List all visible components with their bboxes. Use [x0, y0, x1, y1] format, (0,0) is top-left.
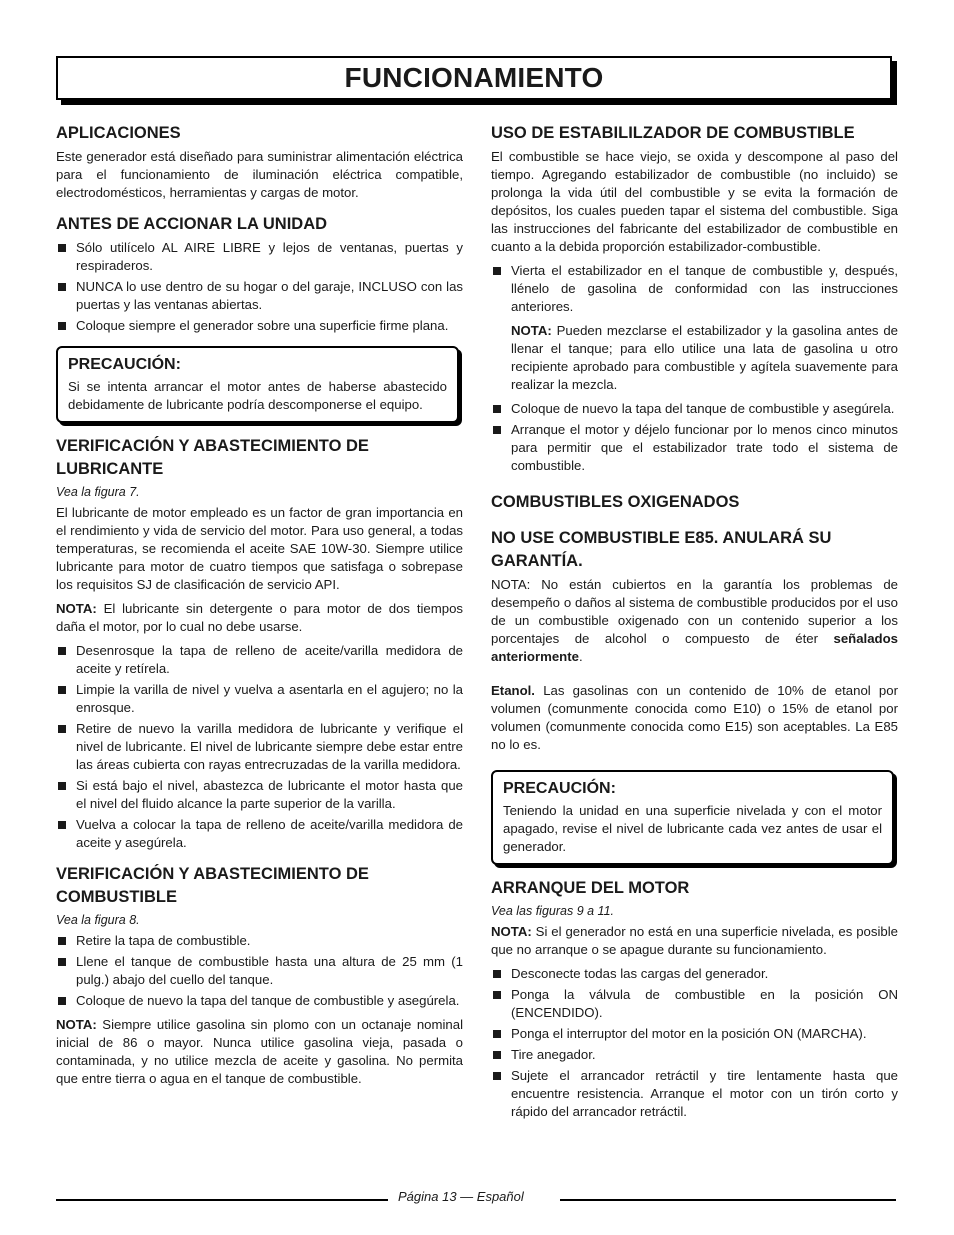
list-item: Vuelva a colocar la tapa de relleno de aceite/varilla medidora de aceite y asegúrela.	[56, 816, 463, 852]
page-footer: Página 13 — Español	[398, 1189, 524, 1204]
list-item: Desconecte todas las cargas del generador.	[491, 965, 898, 983]
list-item: Sólo utilícelo AL AIRE LIBRE y lejos de ventanas, puertas y respiraderos.	[56, 239, 463, 275]
caution-text: Si se intenta arrancar el motor antes de haberse abastecido debidamente de lubricante podría descomponerse el equipo.	[68, 379, 447, 412]
footer-rule-right	[560, 1199, 896, 1201]
estabilizador-text: El combustible se hace viejo, se oxida y descompone al paso del tiempo. Agregando estabilizador de combustible (no incluido) se prolonga la vida útil del combustible y se evita la formación de depósitos, los cuales pueden tapar el sistema del combustible. Siga las instrucciones del fabricante del estabilizador de combustible en cuanto a la debida proporción estabilizador-combustible.	[491, 149, 898, 254]
right-column	[491, 122, 898, 1127]
list-item: Si está bajo el nivel, abastezca de lubricante el motor hasta que el nivel del fluido alcance la parte superior de la varilla.	[56, 777, 463, 813]
footer-rule-left	[56, 1199, 388, 1201]
heading-aplicaciones: APLICACIONES	[56, 124, 181, 142]
caution-heading: PRECAUCIÓN:	[68, 356, 181, 373]
note-text: Siempre utilice gasolina sin plomo con un octanaje nominal inicial de 86 o mayor. Nunca utilice gasolina vieja, pasada o contaminada, y no utilice mezcla de aceite y gasolina. No permita que entre tierra o agua en el tanque de combustible.	[56, 1017, 463, 1086]
heading-estabilizador: USO DE ESTABILILZADOR DE COMBUSTIBLE	[491, 124, 855, 142]
oxigenados-note: NOTA: No están cubiertos en la garantía los problemas de desempeño o daños al sistema de combustible producidos por el uso de un combustible oxigenado con un contenido superior a los porcentajes de alcohol o compuesto de éter señalados anteriormente.	[491, 577, 898, 664]
list-item: Arranque el motor y déjelo funcionar por lo menos cinco minutos para permitir que el estabilizador trate todo el sistema de combustible.	[491, 421, 898, 475]
page-title: FUNCIONAMIENTO	[344, 62, 604, 93]
heading-arranque: ARRANQUE DEL MOTOR	[491, 879, 690, 897]
page-title-banner	[56, 56, 892, 100]
lubricante-note	[56, 600, 463, 636]
list-item: Retire la tapa de combustible.	[56, 932, 463, 950]
heading-oxigenados: COMBUSTIBLES OXIGENADOS	[491, 493, 740, 511]
left-column	[56, 122, 463, 1094]
estabilizador-list	[491, 262, 898, 316]
heading-lubricante: VERIFICACIÓN Y ABASTECIMIENTO DE LUBRICANTE	[56, 437, 369, 478]
combustible-note	[56, 1016, 463, 1088]
estabilizador-note	[511, 322, 898, 394]
heading-combustible: VERIFICACIÓN Y ABASTECIMIENTO DE COMBUSTIBLE	[56, 865, 369, 906]
note-label: NOTA:	[56, 601, 97, 616]
note-label: NOTA:	[56, 1017, 97, 1032]
list-item: Ponga el interruptor del motor en la posición ON (MARCHA).	[491, 1025, 898, 1043]
arranque-note	[491, 923, 898, 959]
caution-box-lubricante	[56, 346, 459, 423]
list-item: Sujete el arrancador retráctil y tire lentamente hasta que encuentre resistencia. Arranque el motor con un tirón corto y rápido del arrancador retráctil.	[491, 1067, 898, 1121]
etanol-text: Etanol. Las gasolinas con un contenido de 10% de etanol por volumen (comunmente conocida como E10) o 15% de etanol por volumen (comunmente conocida como E15) son aceptables. La E85 no lo es.	[491, 683, 898, 752]
caution-text: Teniendo la unidad en una superficie nivelada y con el motor apagado, revise el nivel de lubricante cada vez antes de usar el generador.	[503, 803, 882, 854]
lubricante-list	[56, 642, 463, 852]
etanol-label: Etanol.	[491, 683, 535, 698]
list-item: Coloque siempre el generador sobre una superficie firme plana.	[56, 317, 463, 335]
caution-box-nivel	[491, 770, 894, 865]
list-item: Llene el tanque de combustible hasta una altura de 25 mm (1 pulg.) abajo del cuello del tanque.	[56, 953, 463, 989]
e85-warning: NO USE COMBUSTIBLE E85. ANULARÁ SU GARANTÍA.	[491, 529, 832, 570]
figure-reference: Vea la figura 8.	[56, 913, 140, 927]
estabilizador-list-2	[491, 400, 898, 475]
note-text: Si el generador no está en una superficie nivelada, es posible que no arranque o se apague durante su funcionamiento.	[491, 924, 898, 957]
combustible-list	[56, 932, 463, 1010]
list-item: Ponga la válvula de combustible en la posición ON (ENCENDIDO).	[491, 986, 898, 1022]
list-item: Tire anegador.	[491, 1046, 898, 1064]
note-text: Pueden mezclarse el estabilizador y la gasolina antes de llenar el tanque; para ello utilice una lata de gasolina u otro recipiente aprobado para combustible y agítela suavemente para realizar la mezcla.	[511, 323, 898, 392]
note-text: El lubricante sin detergente o para motor de dos tiempos daña el motor, por lo cual no debe usarse.	[56, 601, 463, 634]
list-item: Coloque de nuevo la tapa del tanque de combustible y asegúrela.	[491, 400, 898, 418]
arranque-list	[491, 965, 898, 1121]
list-item: NUNCA lo use dentro de su hogar o del garaje, INCLUSO con las puertas y las ventanas abiertas.	[56, 278, 463, 314]
list-item: Vierta el estabilizador en el tanque de combustible y, después, llénelo de gasolina de conformidad con las instrucciones anteriores.	[491, 262, 898, 316]
note-label: NOTA:	[511, 323, 552, 338]
caution-heading: PRECAUCIÓN:	[503, 780, 616, 797]
list-item: Retire de nuevo la varilla medidora de lubricante y verifique el nivel de lubricante. El nivel de lubricante siempre debe estar entre las áreas cubierta con rayas entrecruzadas de la varilla medidora.	[56, 720, 463, 774]
note-label: NOTA:	[491, 924, 532, 939]
list-item: Coloque de nuevo la tapa del tanque de combustible y asegúrela.	[56, 992, 463, 1010]
figure-reference: Vea la figura 7.	[56, 485, 140, 499]
heading-antes: ANTES DE ACCIONAR LA UNIDAD	[56, 215, 328, 233]
aplicaciones-text: Este generador está diseñado para suministrar alimentación eléctrica para el funcionamiento de iluminación eléctrica compatible, electrodomésticos, herramientas y cargas de motor.	[56, 149, 463, 200]
antes-list	[56, 239, 463, 335]
lubricante-text: El lubricante de motor empleado es un factor de gran importancia en el rendimiento y vida de servicio del motor. Para uso general, a todas temperaturas, se recomienda el aceite SAE 10W-30. Siempre utilice lubricante para motor de cuatro tiempos que satisfaga o sobrepase los requisitos SJ de clasificación de servicio API.	[56, 505, 463, 592]
list-item: Desenrosque la tapa de relleno de aceite/varilla medidora de aceite y retírela.	[56, 642, 463, 678]
figure-reference: Vea las figuras 9 a 11.	[491, 904, 614, 918]
list-item: Limpie la varilla de nivel y vuelva a asentarla en el agujero; no la enrosque.	[56, 681, 463, 717]
